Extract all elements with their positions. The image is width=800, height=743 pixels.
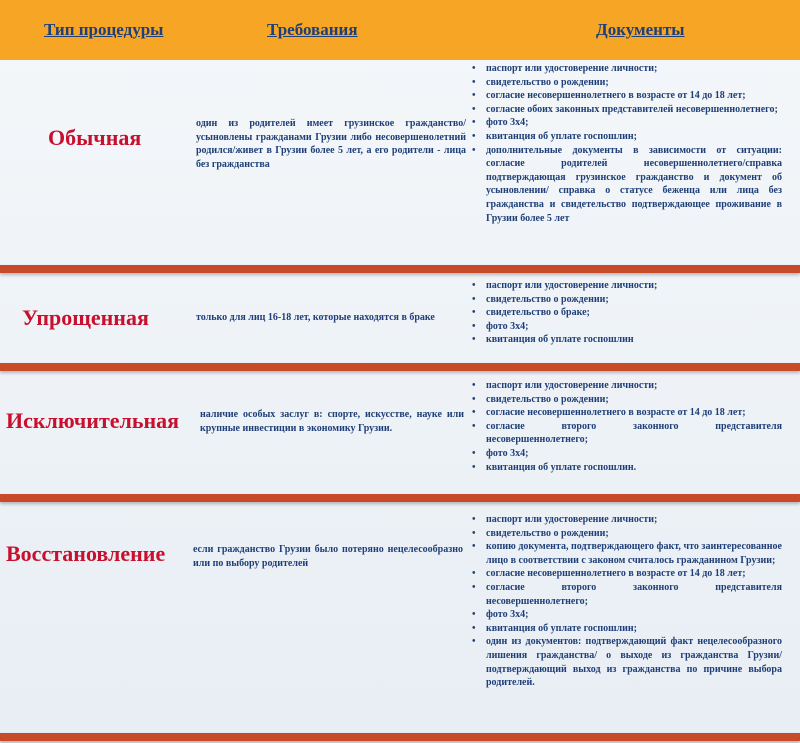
table-header [0, 0, 800, 60]
procedure-type: Упрощенная [22, 305, 149, 330]
document-item: • дополнительные документы в зависимости от ситуации: согласие родителей несовершеннолетнего/справка подтверждающая грузинское гражданство и документ об усыновлении/ справка о статусе беженца или лица без гражданства и свидетельство подтверждающее проживание в Грузии более 5 лет [470, 144, 782, 226]
document-item: • свидетельство о браке; [470, 306, 782, 320]
document-item: • квитанция об уплате госпошлин. [470, 461, 782, 475]
header-requirements: Требования [267, 20, 358, 39]
documents-list [470, 279, 782, 347]
procedure-requirement: если гражданство Грузии было потеряно нецелесообразно или по выбору родителей [193, 544, 463, 569]
procedure-type: Обычная [48, 125, 142, 150]
document-item: • паспорт или удостоверение личности; [470, 62, 782, 76]
header-type: Тип процедуры [44, 20, 164, 39]
document-item: • свидетельство о рождении; [470, 393, 782, 407]
document-item: • свидетельство о рождении; [470, 527, 782, 541]
document-item: • квитанция об уплате госпошлин [470, 333, 782, 347]
document-item: • согласие второго законного представителя несовершеннолетнего; [470, 420, 782, 447]
document-item: • паспорт или удостоверение личности; [470, 279, 782, 293]
row-separator [0, 265, 800, 273]
document-item: • согласие несовершеннолетнего в возрасте от 14 до 18 лет; [470, 89, 782, 103]
document-item: • согласие обоих законных представителей несовершеннолетнего; [470, 103, 782, 117]
documents-list [470, 379, 782, 474]
procedure-requirement: наличие особых заслуг в: спорте, искусстве, науке или крупные инвестиции в экономику Грузии. [200, 409, 464, 434]
document-item: • копию документа, подтверждающего факт, что заинтересованное лицо в соответствии с законом считалось гражданином Грузии; [470, 540, 782, 567]
document-item: • квитанция об уплате госпошлин; [470, 130, 782, 144]
procedure-requirement: один из родителей имеет грузинское гражданство/ усыновлены гражданами Грузии либо несовершенолетний родился/живет в Грузии более 5 лет, а его родители - лица без гражданства [196, 118, 466, 170]
document-item: • согласие несовершеннолетнего в возрасте от 14 до 18 лет; [470, 406, 782, 420]
document-item: • свидетельство о рождении; [470, 76, 782, 90]
documents-list [470, 62, 782, 225]
procedure-requirement: только для лиц 16-18 лет, которые находятся в браке [196, 312, 435, 323]
document-item: • паспорт или удостоверение личности; [470, 379, 782, 393]
document-item: • один из документов: подтверждающий факт нецелесообразного лишения гражданства/ о выходе из гражданства Грузии/ подтверждающий выход из гражданства по причине выбора родителей. [470, 635, 782, 689]
document-item: • фото 3х4; [470, 320, 782, 334]
procedure-type: Восстановление [6, 541, 166, 566]
document-item: • фото 3х4; [470, 608, 782, 622]
row-separator [0, 363, 800, 371]
documents-list [470, 513, 782, 690]
document-item: • согласие второго законного представителя несовершеннолетнего; [470, 581, 782, 608]
row-separator [0, 733, 800, 741]
document-item: • согласие несовершеннолетнего в возрасте от 14 до 18 лет; [470, 567, 782, 581]
document-item: • свидетельство о рождении; [470, 293, 782, 307]
document-item: • паспорт или удостоверение личности; [470, 513, 782, 527]
row-separator [0, 494, 800, 502]
document-item: • квитанция об уплате госпошлин; [470, 622, 782, 636]
procedure-type: Исключительная [6, 408, 180, 433]
document-item: • фото 3х4; [470, 116, 782, 130]
document-item: • фото 3х4; [470, 447, 782, 461]
header-documents: Документы [596, 20, 685, 39]
